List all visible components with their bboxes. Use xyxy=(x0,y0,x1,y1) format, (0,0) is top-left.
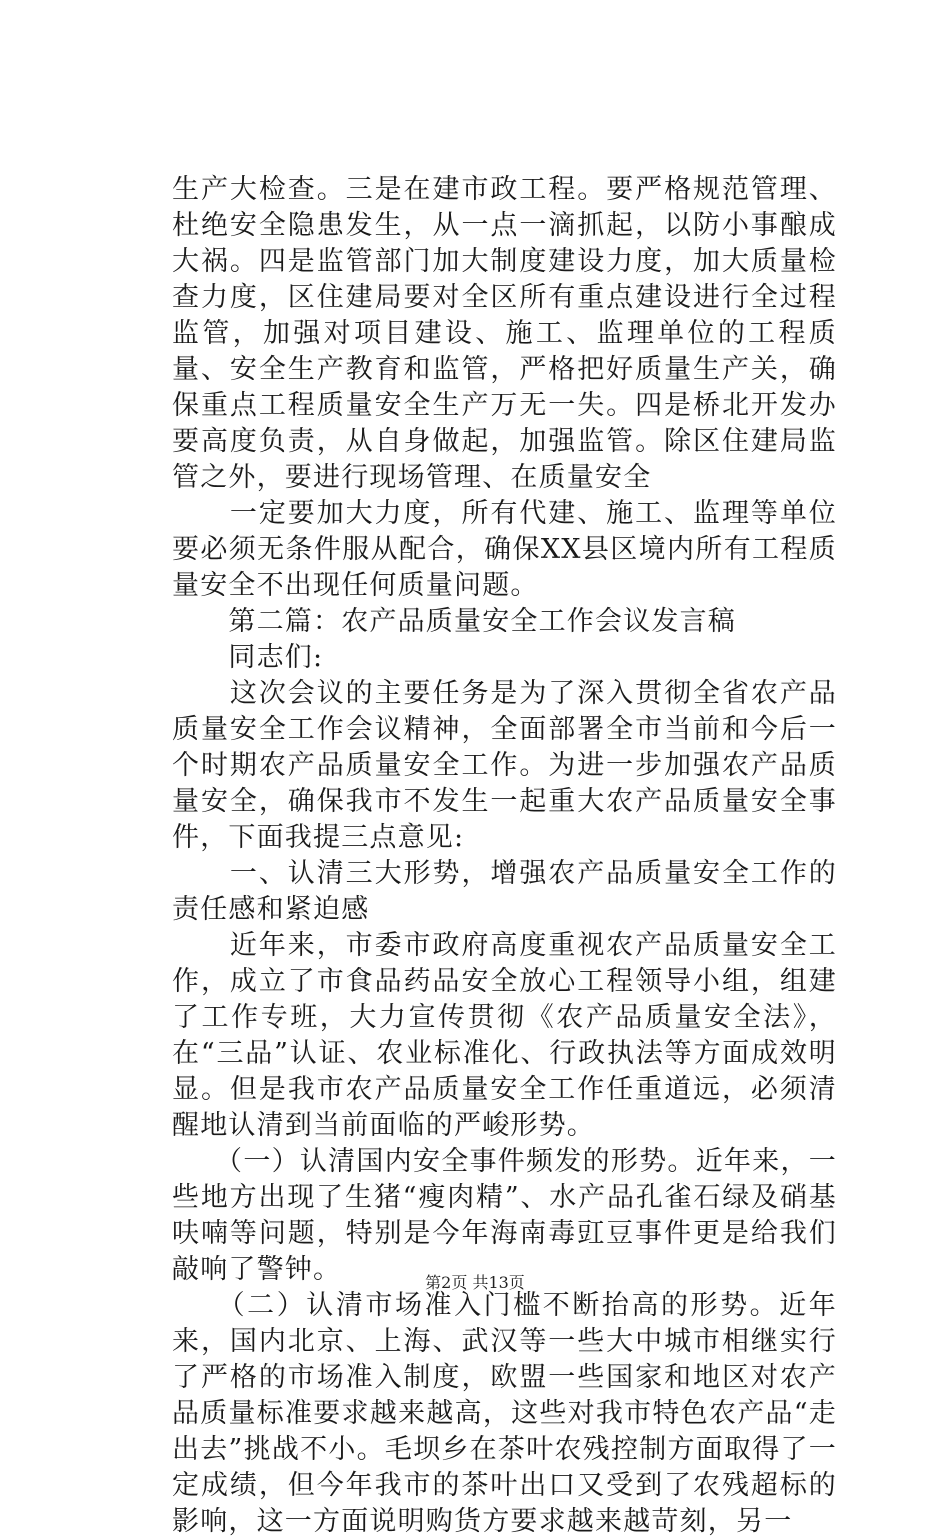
paragraph-point-2: （二）认清市场准入门槛不断抬高的形势。近年来，国内北京、上海、武汉等一些大中城市相继实行了严格的市场准入制度，欧盟一些国家和地区对农产品质量标准要求越来越高，这些对我市特色农产品“走出去”挑战不小。毛坝乡在茶叶农残控制方面取得了一定成绩，但今年我市的茶叶出口又受到了农残超标的影响，这一方面说明购货方要求越来越苛刻，另一 xyxy=(172,1290,837,1537)
paragraph-2: 一定要加大力度，所有代建、施工、监理等单位要必须无条件服从配合，确保XX县区境内所有工程质量安全不出现任何质量问题。 xyxy=(172,498,837,601)
page-footer xyxy=(0,1270,950,1293)
document-body xyxy=(172,172,837,1540)
subheading-one: 一、认清三大形势，增强农产品质量安全工作的责任感和紧迫感 xyxy=(172,858,837,925)
page-number: 第2页 共13页 xyxy=(425,1273,525,1292)
paragraph-point-1: （一）认清国内安全事件频发的形势。近年来，一些地方出现了生猪“瘦肉精”、水产品孔雀石绿及硝基呋喃等问题，特别是今年海南毒豇豆事件更是给我们敲响了警钟。 xyxy=(172,1146,837,1285)
section-heading: 第二篇：农产品质量安全工作会议发言稿 xyxy=(172,606,736,637)
paragraph-recent-years: 近年来，市委市政府高度重视农产品质量安全工作，成立了市食品药品安全放心工程领导小组，组建了工作专班，大力宣传贯彻《农产品质量安全法》，在“三品”认证、农业标准化、行政执法等方面成效明显。但是我市农产品质量安全工作任重道远，必须清醒地认清到当前面临的严峻形势。 xyxy=(172,930,837,1141)
paragraph-1: 生产大检查。三是在建市政工程。要严格规范管理、杜绝安全隐患发生，从一点一滴抓起，以防小事酿成大祸。四是监管部门加大制度建设力度，加大质量检查力度，区住建局要对全区所有重点建设进行全过程监管，加强对项目建设、施工、监理单位的工程质量、安全生产教育和监管，严格把好质量生产关，确保重点工程质量安全生产万无一失。四是桥北开发办要高度负责，从自身做起，加强监管。除区住建局监管之外，要进行现场管理、在质量安全 xyxy=(172,174,837,493)
paragraph-intro: 这次会议的主要任务是为了深入贯彻全省农产品质量安全工作会议精神，全面部署全市当前和今后一个时期农产品质量安全工作。为进一步加强农产品质量安全，确保我市不发生一起重大农产品质量安全事件，下面我提三点意见: xyxy=(172,678,837,853)
salutation: 同志们: xyxy=(172,642,324,673)
